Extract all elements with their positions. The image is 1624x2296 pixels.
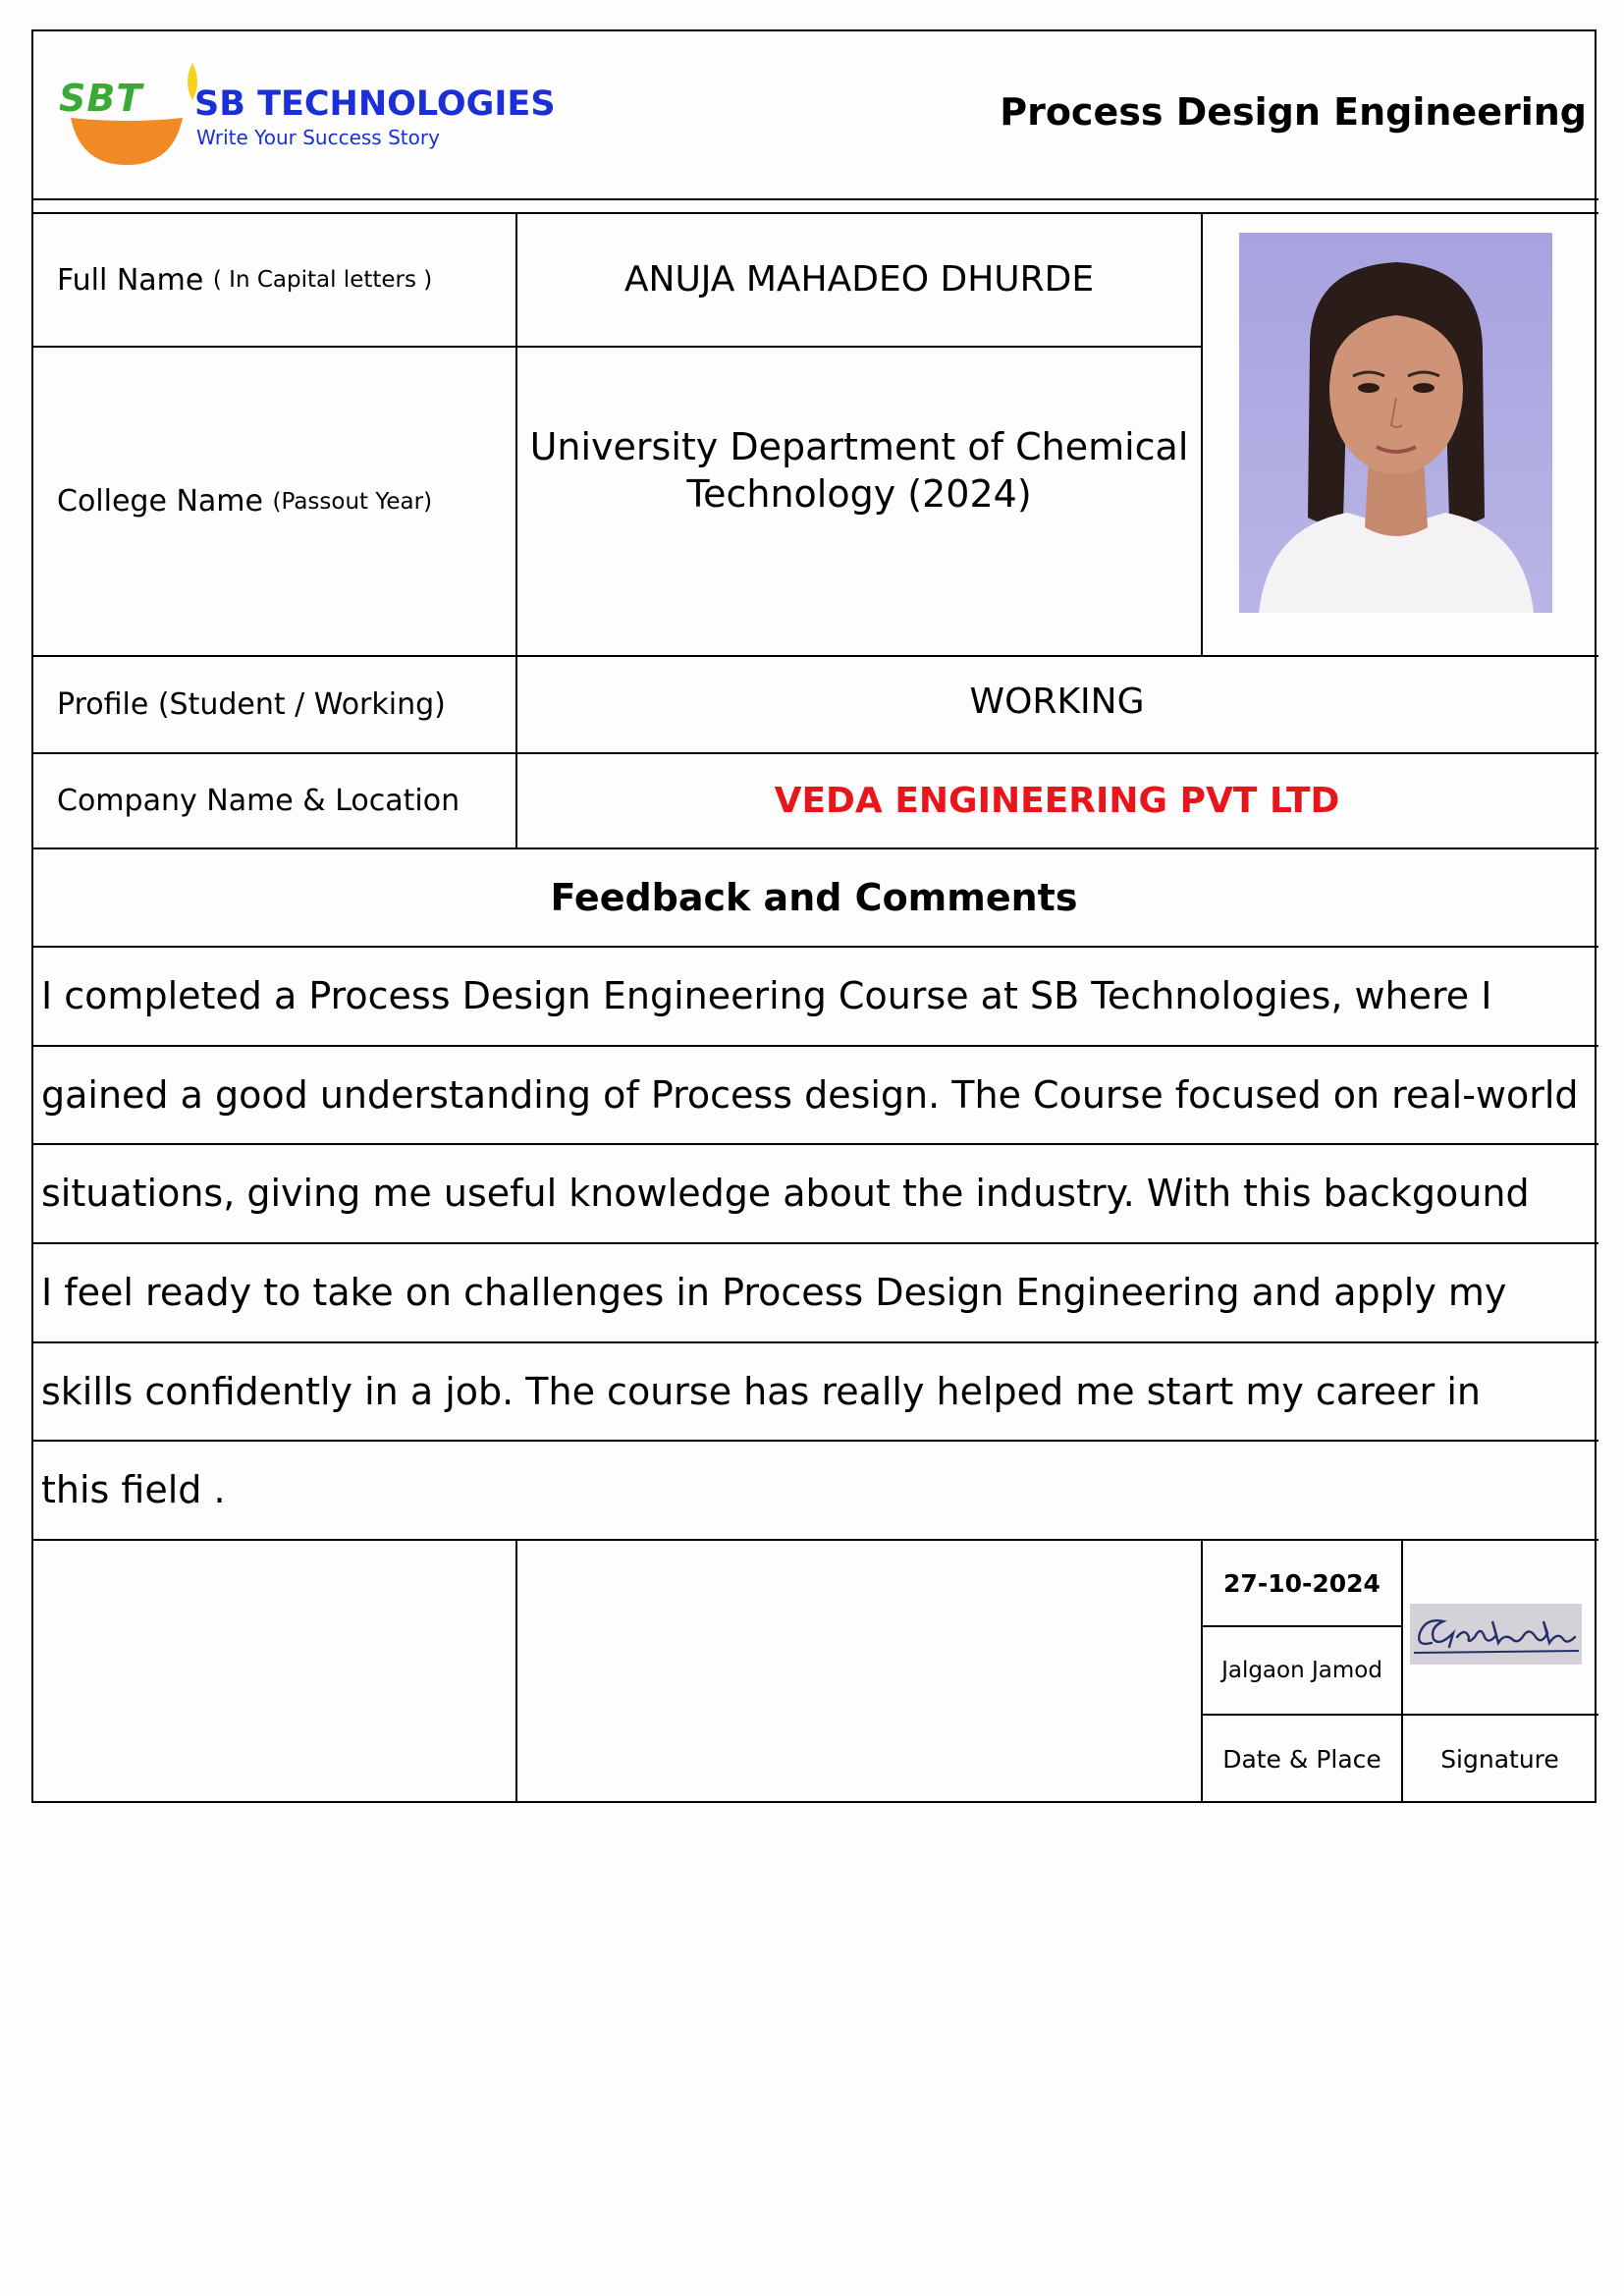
feedback-line: situations, giving me useful knowledge about the industry. With this backgound: [41, 1172, 1530, 1215]
profile-value: WORKING: [969, 681, 1145, 722]
feedback-line: I completed a Process Design Engineering Course at SB Technologies, where I: [41, 974, 1492, 1017]
applicant-photo-icon: [1239, 233, 1552, 613]
applicant-photo: [1239, 233, 1552, 613]
date-value: 27-10-2024: [1223, 1568, 1380, 1598]
signature-image: [1410, 1604, 1582, 1665]
feedback-line: this field .: [41, 1468, 226, 1511]
college-name-line-2: Technology (2024): [686, 472, 1032, 516]
feedback-heading: Feedback and Comments: [550, 876, 1078, 919]
header: [33, 31, 1595, 198]
company-tagline: Write Your Success Story: [196, 126, 440, 149]
feedback-line: gained a good understanding of Process design. The Course focused on real-world: [41, 1073, 1579, 1117]
company-name: SB TECHNOLOGIES: [194, 84, 556, 124]
handwritten-signature-icon: [1410, 1604, 1582, 1665]
profile-label: Profile (Student / Working): [57, 687, 446, 722]
sbt-logo: [53, 55, 200, 171]
full-name-label: Full Name ( In Capital letters ): [57, 262, 433, 298]
course-title: Process Design Engineering: [1000, 90, 1587, 134]
college-name-label: College Name (Passout Year): [57, 484, 433, 519]
feedback-line: skills confidently in a job. The course has really helped me start my career in: [41, 1370, 1481, 1413]
full-name-value: ANUJA MAHADEO DHURDE: [623, 259, 1095, 300]
college-name-value: [517, 348, 1201, 593]
company-value: VEDA ENGINEERING PVT LTD: [774, 780, 1340, 821]
feedback-line: I feel ready to take on challenges in Process Design Engineering and apply my: [41, 1271, 1507, 1314]
date-place-label: Date & Place: [1222, 1745, 1381, 1774]
college-name-line-1: University Department of Chemical: [529, 425, 1189, 468]
place-value: Jalgaon Jamod: [1221, 1658, 1382, 1683]
company-label: Company Name & Location: [57, 784, 460, 818]
signature-label: Signature: [1440, 1745, 1559, 1774]
logo-mark: SBT: [59, 77, 143, 120]
